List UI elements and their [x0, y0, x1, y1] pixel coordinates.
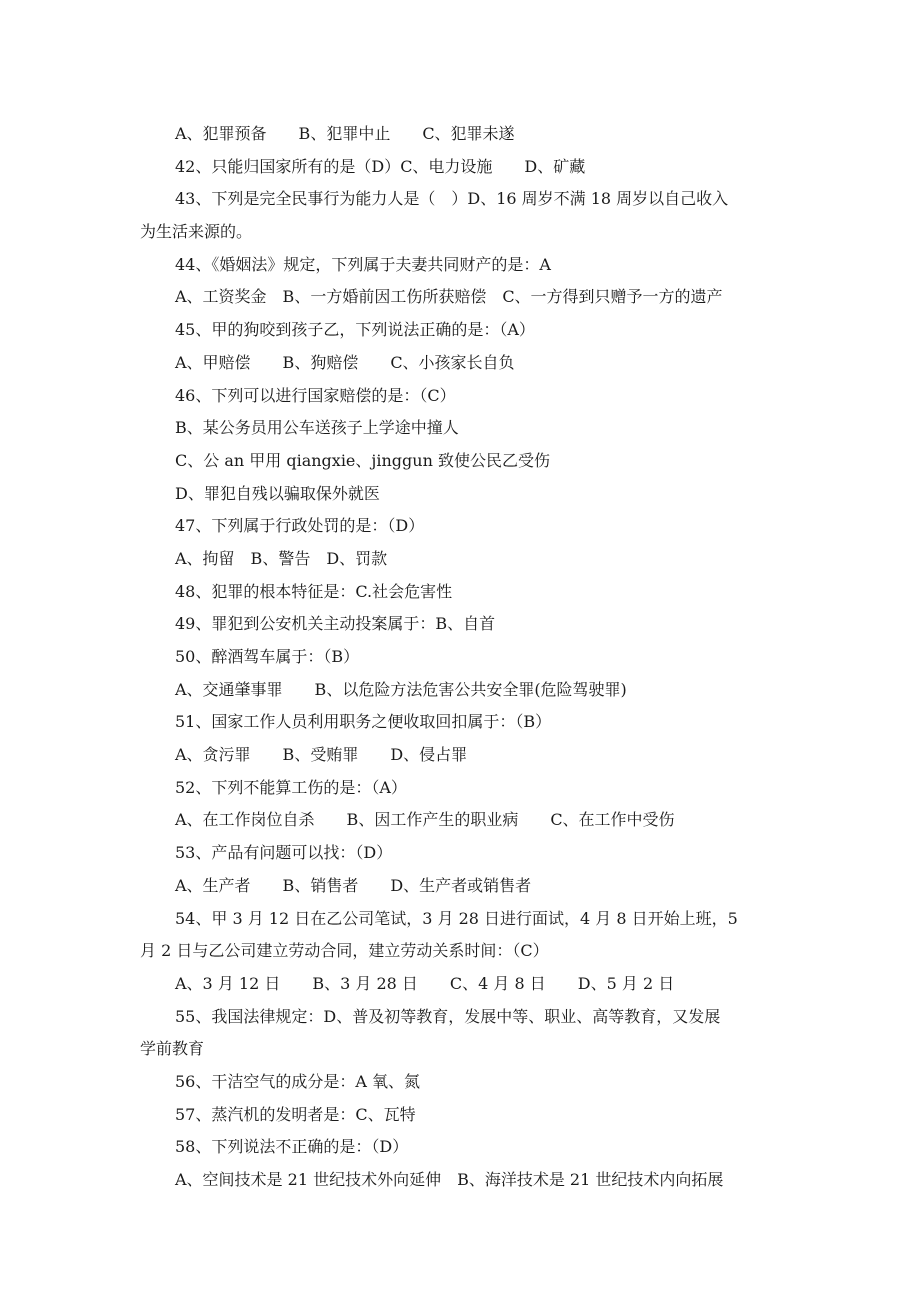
text-line: A、犯罪预备 B、犯罪中止 C、犯罪未遂 [175, 124, 515, 143]
text-line: 57、蒸汽机的发明者是：C、瓦特 [175, 1104, 416, 1124]
text-line: A、在工作岗位自杀 B、因工作产生的职业病 C、在工作中受伤 [175, 810, 675, 830]
text-line: A、3 月 12 日 B、3 月 28 日 C、4 月 8 日 D、5 月 2 日 [175, 973, 675, 993]
text-line: A、贪污罪 B、受贿罪 D、侵占罪 [175, 745, 468, 765]
text-line: B、某公务员用公车送孩子上学途中撞人 [175, 418, 459, 438]
text-line: 43、下列是完全民事行为能力人是（ ）D、16 周岁不满 18 周岁以自己收入 [175, 189, 729, 209]
text-line: A、工资奖金 B、一方婚前因工伤所获赔偿 C、一方得到只赠予一方的遗产 [175, 287, 723, 307]
text-line: 为生活来源的。 [140, 222, 253, 242]
text-line: A、生产者 B、销售者 D、生产者或销售者 [175, 875, 532, 895]
text-line: A、甲赔偿 B、狗赔偿 C、小孩家长自负 [175, 352, 515, 372]
text-line: 49、罪犯到公安机关主动投案属于：B、自首 [175, 614, 496, 634]
text-line: 48、犯罪的根本特征是：C.社会危害性 [175, 581, 453, 601]
text-line: 47、下列属于行政处罚的是：（D） [175, 516, 425, 536]
text-line: 46、下列可以进行国家赔偿的是：（C） [175, 385, 456, 405]
text-line: A、空间技术是 21 世纪技术外向延伸 B、海洋技术是 21 世纪技术内向拓展 [175, 1170, 724, 1189]
text-line: 54、甲 3 月 12 日在乙公司笔试，3 月 28 日进行面试，4 月 8 日开始上班，5 [175, 908, 738, 928]
text-line: C、公 an 甲用 qiangxie、jinggun 致使公民乙受伤 [175, 450, 550, 470]
text-line: 学前教育 [140, 1039, 205, 1059]
text-line: 44、《婚姻法》规定，下列属于夫妻共同财产的是：A [175, 254, 551, 274]
text-line: 56、干洁空气的成分是：A 氧、氮 [175, 1071, 421, 1091]
text-line: 53、产品有问题可以找：（D） [175, 843, 393, 863]
text-line: 50、醉酒驾车属于：（B） [175, 647, 360, 666]
text-line: 55、我国法律规定：D、普及初等教育，发展中等、职业、高等教育，又发展 [175, 1006, 721, 1026]
text-line: A、拘留 B、警告 D、罚款 [175, 548, 388, 568]
text-line: D、罪犯自残以骗取保外就医 [175, 483, 380, 503]
text-line: 58、下列说法不正确的是：（D） [175, 1137, 409, 1157]
text-line: A、交通肇事罪 B、以危险方法危害公共安全罪(危险驾驶罪) [175, 679, 627, 699]
text-line: 月 2 日与乙公司建立劳动合同，建立劳动关系时间：（C） [140, 941, 549, 961]
text-line: 52、下列不能算工伤的是：（A） [175, 777, 407, 797]
text-line: 51、国家工作人员利用职务之便收取回扣属于：（B） [175, 712, 552, 732]
text-line: 45、甲的狗咬到孩子乙，下列说法正确的是：（A） [175, 320, 535, 340]
document-body [140, 118, 780, 1197]
text-line: 42、只能归国家所有的是（D）C、电力设施 D、矿藏 [175, 156, 586, 176]
